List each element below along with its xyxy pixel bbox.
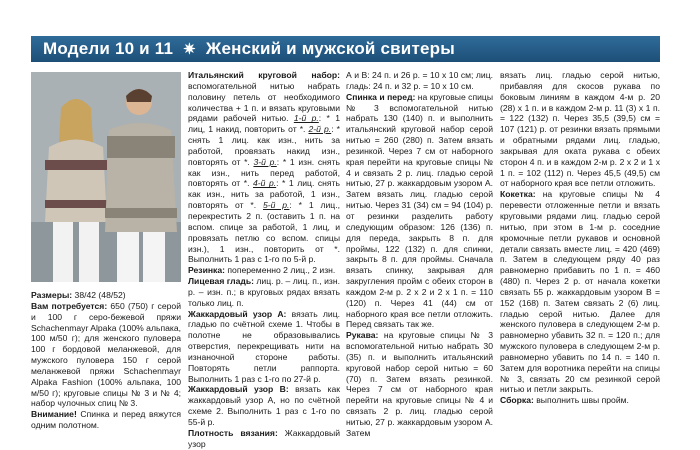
column-4 (500, 70, 660, 406)
italian-cast-on-label: Итальянский круговой набор: (188, 70, 340, 80)
row-3-text: : * 1 изн. снять как изн., нить перед работой, повторять от *. (188, 156, 340, 189)
pattern-a-label: Жаккардовый узор А: (188, 308, 287, 319)
sleeves-continued: вязать лиц. гладью серой нитью, прибавляя для скосов рукава по боковым линиям в каждом 4-м р. 20 (28) х 1 п. и в каждом 2-м р. 11 (3) х 1 п. = 122 (132) п. Через 35,5 (39,5) см = 107 (121) р. от резинки вязать прямыми и обратными рядами лиц. гладью, закрывая для окатa рукава с обеих сторон 4 п. и в каждом 2-м р. 2 х 2 и 1 х 1 п. = 102 (112) п. Через 45,5 (49,5) см от наборного края все петли отложить. (500, 70, 660, 189)
column-2 (188, 70, 340, 450)
gauge-text: Жаккардовый узор (188, 427, 340, 449)
gauge-continued: А и В: 24 п. и 26 р. = 10 х 10 см; лиц. гладь: 24 п. и 32 р. = 10 х 10 см. (346, 70, 493, 91)
need-label: Вам потребуется: (31, 300, 108, 311)
stockinette-label: Лицевая гладь: (188, 276, 254, 287)
page-title: Женский и мужской свитеры (205, 39, 455, 58)
title-banner (31, 36, 660, 62)
column-1 (31, 290, 181, 431)
row-4-text: : * 1 лиц. снять как изн., нить за работой, 1 изн., повторять от *. (188, 178, 340, 211)
row-2-text: : * снять 1 лиц. как изн., нить за работой, провязать накид изн., повторять от *. (188, 124, 340, 167)
italian-cast-on-text: вспомогательной нитью набрать половину петель от необходимого количества + 1 п. и вязать круговыми рядами рабочей нитью. (188, 80, 340, 124)
pattern-a-text: вязать лиц. гладью по счётной схеме 1. Чтобы в полотне не образовывались отверстия, перекрещивать нити на изнаночной стороне работы. Повторять петли раппорта. Выполнить 1 раз с 1-го по 27-й р. (188, 308, 340, 384)
row-1-text: : * 1 лиц, 1 накид, повторить от *. (188, 113, 340, 135)
gauge-label: Плотность вязания: (188, 427, 278, 438)
photo-couple-sweaters (31, 72, 181, 282)
rib-label: Резинка: (188, 265, 225, 276)
photo-illustration (31, 72, 181, 282)
row-2-label: 2-й р. (308, 124, 332, 135)
attention-label: Внимание! (31, 409, 77, 420)
sleeves-label: Рукава: (346, 330, 379, 341)
models-label: Модели 10 и 11 (43, 39, 174, 58)
assembly-text: выполнить швы пройм. (533, 395, 629, 406)
star-icon: ✷ (183, 41, 196, 58)
stockinette-text: лиц. р. – лиц. п., изн. р. – изн. п.; в круговых рядах вязать только лиц. п. (188, 276, 340, 308)
attention-text: Спинка и перед вяжутся одним полотном. (31, 409, 181, 431)
back-front-label: Спинка и перед: (346, 91, 416, 102)
row-3-label: 3-й р. (253, 156, 277, 167)
pattern-b-text: вязать как жаккардовый узор А, но по счётной схеме 2. Выполнить 1 раз с 1-го по 55-й р. (188, 384, 340, 427)
yoke-label: Кокетка: (500, 189, 536, 200)
row-5-text: : * 1 лиц., перекрестить 2 п. (оставить 1 п. на вспом. спице за работой, 1 лиц, и провязать петлю со вспом. спицы изн.), 1 изн., повторить от *. Выполнить 1 раз с 1-го по 5-й р. (188, 200, 340, 265)
sleeves-text: на круговые спицы № 3 вспомогательной нитью набрать 30 (35) п. и выполнить итальянский круговой набор серой нитью = 60 (70) п. Затем вязать резинкой. Через 7 см от наборного края перейти на круговые спицы № 4 и связать 2 р. лиц. гладью серой нитью, 27 р. жаккардовым узором А. Затем (346, 330, 493, 438)
sizes-label: Размеры: (31, 290, 73, 300)
assembly-label: Сборка: (500, 395, 534, 406)
back-front-text: на круговые спицы № 3 вспомогательной нитью набрать 130 (140) п. и выполнить итальянский круговой набор серой нитью = 260 (280) п. Затем вязать резинкой. Через 7 см от наборного края перейти на круговые спицы № 4 и связать 2 р. лиц. гладью серой нитью, 27 р. жаккардовым узором А. Затем вязать лиц. гладью серой нитью. Через 31 (34) см = 94 (104) р. от резинки разделить работу следующим образом: 126 (136) п. для переда, закрыть 8 п. для проймы, 122 (132) п. для спинки, закрыть 8 п. для проймы. Сначала вязать спинку, закрывая для закругления пройм с обеих сторон в каждом 2-м р. 2 х 2 и 2 х 1 п. = 110 (120) п. Через 41 (44) см от наборного края все петли отложить. Перед связать так же. (346, 91, 493, 330)
row-5-label: 5-й р. (262, 200, 290, 211)
row-4-label: 4-й р. (253, 178, 277, 189)
row-1-label: 1-й р. (293, 113, 319, 124)
sizes-text: 38/42 (48/52) (72, 290, 126, 300)
yoke-text: на круговые спицы № 4 перевести отложенные петли и вязать круговыми рядами лиц. гладью серой нитью, при этом в 1-м р. соседние кромочные петли рукавов и основной детали связать вместе лиц. = 420 (469) п. Затем в следующем ряду 40 раз равномерно прибавить по 1 п. = 460 (480) п. Через 2 р. от начала кокетки связать 55 р. жаккардовым узором В = 152 (168) п. Затем связать 2 (6) лиц. гладью серой нитью. Далее для женского пуловера в следующем 2-м р. равномерно убавить 32 п. = 120 п.; для мужского пуловера в следующем 2-м р. равномерно убавить по 14 п. = 140 п. Затем для воротника перейти на спицы № 3, связать 20 см резинкой серой нитью и петли закрыть. (500, 189, 660, 395)
pattern-b-label: Жаккардовый узор В: (188, 384, 289, 395)
column-3 (346, 70, 493, 439)
need-text: 650 (750) г серой и 100 г серо-бежевой пряжи Schachenmayr Alpaka (100% альпака, 100 м/50 г); для женского пуловера 100 г бордовой меланжевой, для мужского пуловера 150 г серой меланжевой пряжи Schachenmayr Alpaka Fashion (100% альпака, 100 м/50 г); круговые спицы № 3 и № 4; набор чулочных спиц № 3. (31, 300, 181, 409)
rib-text: попеременно 2 лиц., 2 изн. (225, 265, 336, 276)
